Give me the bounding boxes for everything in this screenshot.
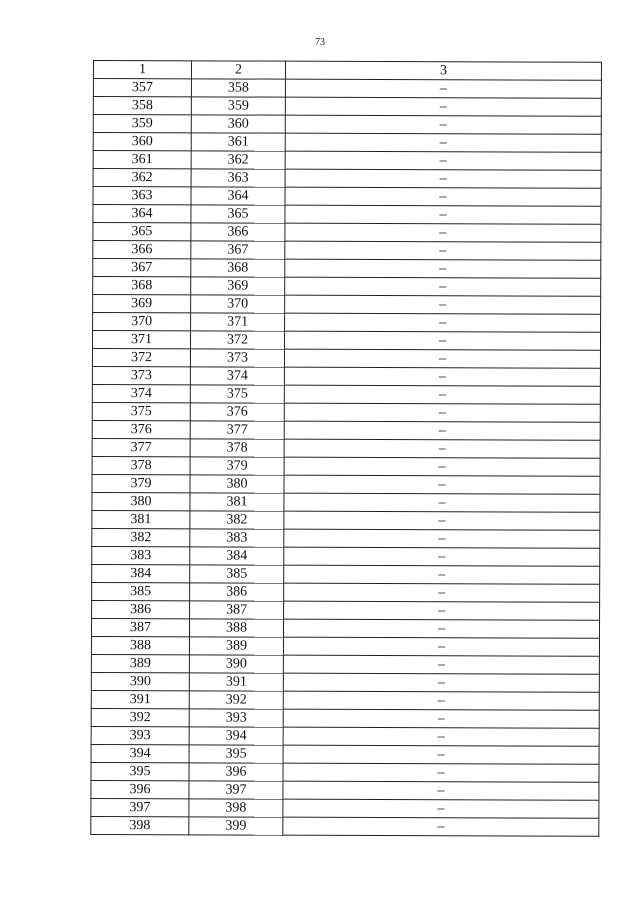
- table-row: [92, 492, 600, 512]
- table-cell-col-3: –: [283, 619, 599, 638]
- table-row: [93, 277, 601, 297]
- table-cell-col-1: 362: [93, 169, 191, 187]
- table-cell-col-3: –: [284, 511, 600, 530]
- table-cell-col-2: 398: [189, 799, 283, 817]
- table-cell-col-3: –: [284, 547, 600, 566]
- table-row: [93, 115, 601, 135]
- table-cell-col-3: –: [285, 79, 601, 98]
- table-row: [92, 402, 600, 422]
- table-cell-col-2: 362: [191, 151, 285, 169]
- table-cell-col-1: 379: [92, 474, 190, 492]
- table-row: [91, 654, 599, 674]
- table-row: [93, 151, 601, 171]
- table-cell-col-2: 374: [190, 367, 284, 385]
- table-cell-col-3: –: [285, 133, 601, 152]
- table-cell-col-1: 394: [91, 744, 189, 762]
- table-cell-col-1: 397: [91, 798, 189, 816]
- table-row: [91, 690, 599, 710]
- table-cell-col-3: –: [285, 169, 601, 188]
- table-cell-col-1: 382: [92, 528, 190, 546]
- table-cell-col-1: 390: [91, 672, 189, 690]
- table-cell-col-2: 376: [190, 403, 284, 421]
- table-cell-col-1: 373: [92, 366, 190, 384]
- table-row: [93, 169, 601, 189]
- table-header: [93, 61, 601, 81]
- table-row: [93, 241, 601, 261]
- table-row: [92, 331, 600, 351]
- table-cell-col-3: –: [283, 673, 599, 692]
- table-cell-col-3: –: [284, 421, 600, 440]
- table-cell-col-2: 372: [190, 331, 284, 349]
- table-cell-col-2: 388: [189, 619, 283, 637]
- table-cell-col-1: 391: [91, 690, 189, 708]
- table-row: [93, 313, 601, 333]
- table-cell-col-1: 357: [93, 79, 191, 97]
- table-cell-col-2: 384: [190, 547, 284, 565]
- table-cell-col-1: 396: [91, 780, 189, 798]
- table-row: [92, 600, 600, 620]
- table-cell-col-2: 364: [191, 187, 285, 205]
- table-cell-col-1: 358: [93, 97, 191, 115]
- table-cell-col-2: 394: [189, 727, 283, 745]
- table-cell-col-3: –: [285, 205, 601, 224]
- table-cell-col-2: 375: [190, 385, 284, 403]
- table-cell-col-1: 393: [91, 726, 189, 744]
- table-body: [91, 79, 602, 837]
- table-row: [91, 798, 599, 818]
- table-cell-col-1: 395: [91, 762, 189, 780]
- table-cell-col-1: 377: [92, 438, 190, 456]
- table-cell-col-3: –: [283, 799, 599, 818]
- table-cell-col-2: 392: [189, 691, 283, 709]
- table-cell-col-2: 380: [190, 475, 284, 493]
- table-cell-col-1: 368: [93, 277, 191, 295]
- table-cell-col-3: –: [285, 151, 601, 170]
- table-cell-col-3: –: [284, 493, 600, 512]
- table-cell-col-1: 392: [91, 708, 189, 726]
- table-cell-col-3: –: [283, 709, 599, 728]
- table-cell-col-2: 381: [190, 493, 284, 511]
- table-cell-col-3: –: [285, 313, 601, 332]
- table-row: [91, 636, 599, 656]
- table-cell-col-2: 360: [191, 115, 285, 133]
- table-row: [92, 528, 600, 548]
- table-cell-col-2: 363: [191, 169, 285, 187]
- table-cell-col-1: 380: [92, 492, 190, 510]
- table-cell-col-2: 373: [190, 349, 284, 367]
- table-cell-col-3: –: [284, 331, 600, 350]
- table-cell-col-1: 398: [91, 816, 189, 834]
- table-cell-col-3: –: [285, 295, 601, 314]
- table-row: [92, 510, 600, 530]
- table-cell-col-1: 369: [93, 295, 191, 313]
- table-cell-col-3: –: [284, 475, 600, 494]
- table-cell-col-3: –: [283, 763, 599, 782]
- table-cell-col-1: 381: [92, 510, 190, 528]
- table-row: [92, 384, 600, 404]
- table-cell-col-3: –: [283, 727, 599, 746]
- table-row: [91, 708, 599, 728]
- table-row: [91, 780, 599, 800]
- table-row: [92, 564, 600, 584]
- table-cell-col-3: –: [285, 187, 601, 206]
- table-cell-col-3: –: [285, 223, 601, 242]
- table-cell-col-3: –: [284, 529, 600, 548]
- table-cell-col-3: –: [283, 745, 599, 764]
- table-cell-col-3: –: [284, 457, 600, 476]
- table-cell-col-2: 368: [191, 259, 285, 277]
- table-cell-col-1: 361: [93, 151, 191, 169]
- table-row: [93, 205, 601, 225]
- table-row: [93, 223, 601, 243]
- table-cell-col-3: –: [285, 259, 601, 278]
- table-cell-col-3: –: [284, 367, 600, 386]
- table-row: [93, 187, 601, 207]
- table-row: [92, 474, 600, 494]
- table-cell-col-2: 370: [191, 295, 285, 313]
- table-cell-col-1: 359: [93, 115, 191, 133]
- table-cell-col-1: 385: [92, 582, 190, 600]
- table-row: [91, 726, 599, 746]
- table-cell-col-2: 378: [190, 439, 284, 457]
- table-row: [92, 546, 600, 566]
- table-cell-col-2: 399: [189, 817, 283, 835]
- table-cell-col-1: 389: [91, 654, 189, 672]
- data-table: [90, 60, 602, 837]
- table-row: [91, 618, 599, 638]
- table-row: [91, 672, 599, 692]
- table-cell-col-1: 388: [91, 636, 189, 654]
- table-cell-col-2: 396: [189, 763, 283, 781]
- table-cell-col-2: 379: [190, 457, 284, 475]
- table-cell-col-1: 367: [93, 259, 191, 277]
- table-cell-col-2: 386: [190, 583, 284, 601]
- table-cell-col-1: 376: [92, 420, 190, 438]
- table-cell-col-3: –: [285, 115, 601, 134]
- header-row: [93, 61, 601, 81]
- table-cell-col-2: 358: [191, 79, 285, 97]
- table-row: [93, 133, 601, 153]
- table-row: [92, 582, 600, 602]
- table-cell-col-1: 378: [92, 456, 190, 474]
- table-cell-col-1: 363: [93, 187, 191, 205]
- table-cell-col-3: –: [284, 403, 600, 422]
- table-cell-col-2: 366: [191, 223, 285, 241]
- table-row: [91, 762, 599, 782]
- column-header-3: 3: [285, 61, 601, 80]
- table-row: [93, 79, 601, 99]
- page-number: 73: [315, 37, 325, 48]
- table-cell-col-2: 365: [191, 205, 285, 223]
- table-cell-col-2: 371: [191, 313, 285, 331]
- table-row: [92, 349, 600, 369]
- table-cell-col-2: 382: [190, 511, 284, 529]
- table-cell-col-1: 375: [92, 402, 190, 420]
- table-cell-col-1: 384: [92, 564, 190, 582]
- table-cell-col-2: 393: [189, 709, 283, 727]
- table-row: [91, 816, 599, 836]
- table-row: [93, 259, 601, 279]
- table-row: [91, 744, 599, 764]
- table-cell-col-1: 365: [93, 223, 191, 241]
- table-cell-col-3: –: [285, 97, 601, 116]
- table-cell-col-2: 359: [191, 97, 285, 115]
- table-cell-col-1: 386: [92, 600, 190, 618]
- table-cell-col-1: 371: [92, 331, 190, 349]
- table-cell-col-2: 377: [190, 421, 284, 439]
- table-cell-col-2: 395: [189, 745, 283, 763]
- table-cell-col-2: 397: [189, 781, 283, 799]
- table-cell-col-2: 367: [191, 241, 285, 259]
- table-cell-col-1: 360: [93, 133, 191, 151]
- table-cell-col-2: 385: [190, 565, 284, 583]
- table-cell-col-1: 366: [93, 241, 191, 259]
- column-header-2: 2: [191, 61, 285, 79]
- table-cell-col-3: –: [284, 565, 600, 584]
- table-row: [92, 420, 600, 440]
- table-cell-col-3: –: [284, 349, 600, 368]
- table-row: [92, 366, 600, 386]
- table-cell-col-3: –: [284, 601, 600, 620]
- table-cell-col-1: 364: [93, 205, 191, 223]
- table-cell-col-3: –: [283, 637, 599, 656]
- table-cell-col-2: 391: [189, 673, 283, 691]
- table-cell-col-3: –: [283, 655, 599, 674]
- table-row: [92, 456, 600, 476]
- table-cell-col-2: 383: [190, 529, 284, 547]
- table-cell-col-3: –: [283, 817, 599, 836]
- table-cell-col-2: 369: [191, 277, 285, 295]
- column-header-1: 1: [93, 61, 191, 79]
- table-row: [93, 97, 601, 117]
- table-cell-col-1: 374: [92, 384, 190, 402]
- table-cell-col-2: 387: [190, 601, 284, 619]
- table-cell-col-3: –: [283, 691, 599, 710]
- table-row: [93, 295, 601, 315]
- table-cell-col-3: –: [283, 781, 599, 800]
- table-cell-col-1: 370: [93, 313, 191, 331]
- table-cell-col-3: –: [284, 385, 600, 404]
- table-cell-col-2: 390: [189, 655, 283, 673]
- table-cell-col-1: 372: [92, 349, 190, 367]
- table-cell-col-3: –: [285, 241, 601, 260]
- table-row: [92, 438, 600, 458]
- table-cell-col-3: –: [284, 583, 600, 602]
- table-cell-col-2: 361: [191, 133, 285, 151]
- table-cell-col-2: 389: [189, 637, 283, 655]
- table-cell-col-1: 383: [92, 546, 190, 564]
- table-cell-col-1: 387: [91, 618, 189, 636]
- table-cell-col-3: –: [284, 439, 600, 458]
- table-cell-col-3: –: [285, 277, 601, 296]
